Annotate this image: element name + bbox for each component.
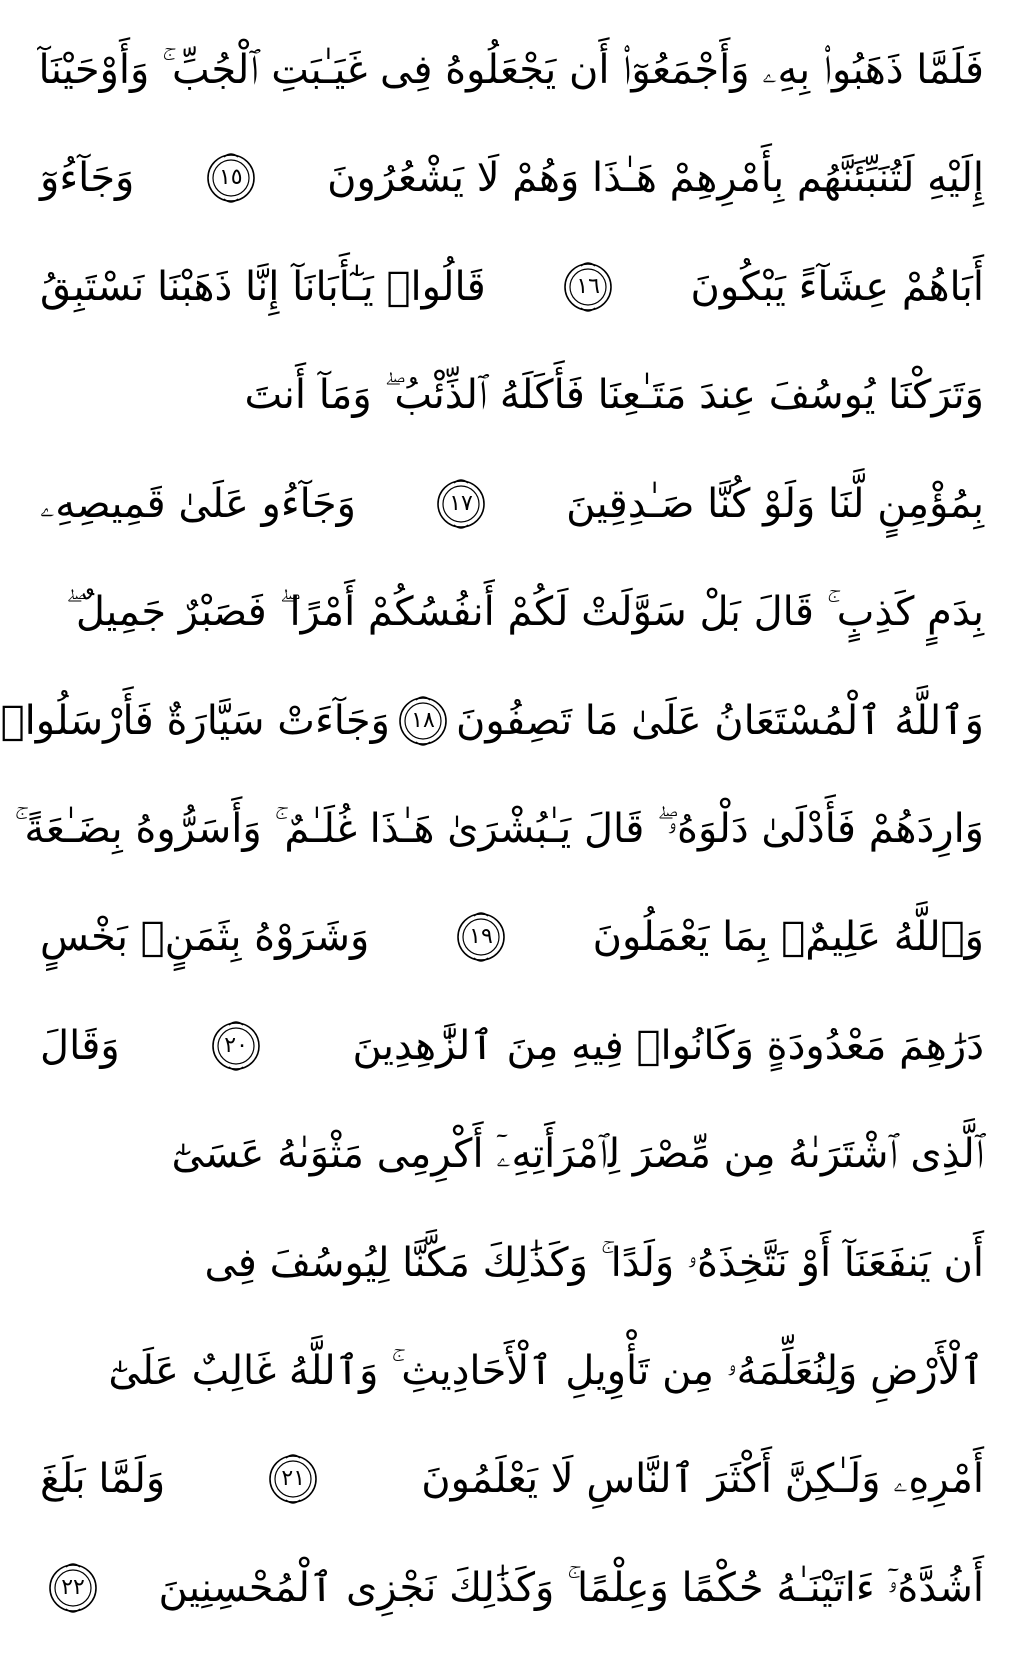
- ayah-end-marker: [209, 1019, 263, 1073]
- verse-text: وَجَآءُو عَلَىٰ قَمِيصِهِۦ: [40, 480, 356, 527]
- verse-text: دَرَٰهِمَ مَعْدُودَةٍ وَكَانُوا۟ فِيهِ مِنَ ٱلزَّٰهِدِينَ: [352, 1022, 984, 1069]
- ayah-number: ١٥: [218, 165, 243, 191]
- verse-text: قَالُوا۟ يَـٰٓأَبَانَآ إِنَّا ذَهَبْنَا نَسْتَبِقُ: [40, 263, 486, 310]
- verse-text: بِدَمٍ كَذِبٍ ۚ قَالَ بَلْ سَوَّلَتْ لَكُمْ أَنفُسُكُمْ أَمْرًا ۖ فَصَبْرٌ جَمِيلٌ ۖ: [65, 589, 984, 636]
- verse-text: وَتَرَكْنَا يُوسُفَ عِندَ مَتَـٰعِنَا فَأَكَلَهُ ٱلذِّئْبُ ۖ وَمَآ أَنتَ: [244, 372, 984, 419]
- verse-text: وَقَالَ: [40, 1022, 120, 1069]
- text-line: [40, 241, 984, 333]
- verse-text: وَارِدَهُمْ فَأَدْلَىٰ دَلْوَهُۥ ۖ قَالَ يَـٰبُشْرَىٰ هَـٰذَا غُلَـٰمٌ ۚ وَأَسَرُّوهُ بِضَـٰعَةً ۚ: [14, 805, 984, 852]
- ayah-end-marker: [204, 151, 258, 205]
- verse-text: وَجَآءُوٓ: [40, 155, 135, 202]
- text-line: [40, 1325, 984, 1417]
- verse-text: بِمُؤْمِنٍ لَّنَا وَلَوْ كُنَّا صَـٰدِقِينَ: [566, 480, 984, 527]
- verse-text: وَلَمَّا بَلَغَ: [40, 1456, 166, 1503]
- verse-text: وَشَرَوْهُ بِثَمَنٍۭ بَخْسٍ: [40, 914, 370, 961]
- ayah-number: ٢١: [281, 1466, 306, 1492]
- ayah-end-marker: [434, 477, 488, 531]
- text-line: [40, 1433, 984, 1525]
- verse-text: أَن يَنفَعَنَآ أَوْ نَتَّخِذَهُۥ وَلَدًا ۚ وَكَذَٰلِكَ مَكَّنَّا لِيُوسُفَ فِى: [204, 1239, 984, 1286]
- text-line: [40, 349, 984, 441]
- text-line: [0, 675, 984, 767]
- text-line: [40, 1000, 984, 1092]
- text-lines: [0, 24, 984, 1634]
- text-line: [40, 458, 984, 550]
- ayah-end-marker: [46, 1561, 100, 1615]
- ayah-number: ٢٢: [61, 1574, 85, 1600]
- ayah-end-marker: [266, 1452, 320, 1506]
- text-line: [40, 1108, 984, 1200]
- verse-text: وَٱللَّهُ ٱلْمُسْتَعَانُ عَلَىٰ مَا تَصِفُونَ: [455, 697, 984, 744]
- text-line: [40, 891, 984, 983]
- ayah-number: ٢٠: [224, 1032, 248, 1058]
- ayah-number: ١٧: [449, 490, 473, 516]
- ayah-end-marker: [396, 694, 450, 748]
- verse-text: فَلَمَّا ذَهَبُوا۟ بِهِۦ وَأَجْمَعُوٓا۟ أَن يَجْعَلُوهُ فِى غَيَـٰبَتِ ٱلْجُبِّ ۚ وَأَوْحَيْنَآ: [38, 47, 984, 93]
- text-line: [40, 1542, 984, 1634]
- text-line: [40, 566, 984, 658]
- text-line: [14, 783, 984, 875]
- verse-text: وَجَآءَتْ سَيَّارَةٌ فَأَرْسَلُوا۟: [0, 697, 390, 744]
- ayah-end-marker: [561, 260, 615, 314]
- verse-text: أَبَاهُمْ عِشَآءً يَبْكُونَ: [690, 263, 984, 310]
- ayah-end-marker: [454, 910, 508, 964]
- verse-text: إِلَيْهِ لَتُنَبِّئَنَّهُم بِأَمْرِهِمْ هَـٰذَا وَهُمْ لَا يَشْعُرُونَ: [327, 155, 984, 202]
- verse-text: ٱلْأَرْضِ وَلِنُعَلِّمَهُۥ مِن تَأْوِيلِ ٱلْأَحَادِيثِ ۚ وَٱللَّهُ غَالِبٌ عَلَىٰٓ: [108, 1348, 984, 1395]
- text-line: [40, 132, 984, 224]
- verse-text: أَشُدَّهُۥٓ ءَاتَيْنَـٰهُ حُكْمًا وَعِلْمًا ۚ وَكَذَٰلِكَ نَجْزِى ٱلْمُحْسِنِينَ: [158, 1564, 984, 1611]
- text-line: [40, 24, 984, 116]
- ayah-number: ١٩: [469, 924, 493, 950]
- verse-text: أَمْرِهِۦ وَلَـٰكِنَّ أَكْثَرَ ٱلنَّاسِ لَا يَعْلَمُونَ: [421, 1456, 984, 1503]
- ayah-number: ١٨: [411, 707, 435, 733]
- text-line: [40, 1217, 984, 1309]
- verse-text: ٱلَّذِى ٱشْتَرَىٰهُ مِن مِّصْرَ لِٱمْرَأَتِهِۦٓ أَكْرِمِى مَثْوَىٰهُ عَسَىٰٓ: [171, 1131, 984, 1178]
- verse-text: وَٱللَّهُ عَلِيمٌۢ بِمَا يَعْمَلُونَ: [592, 914, 984, 961]
- ayah-number: ١٦: [576, 273, 600, 299]
